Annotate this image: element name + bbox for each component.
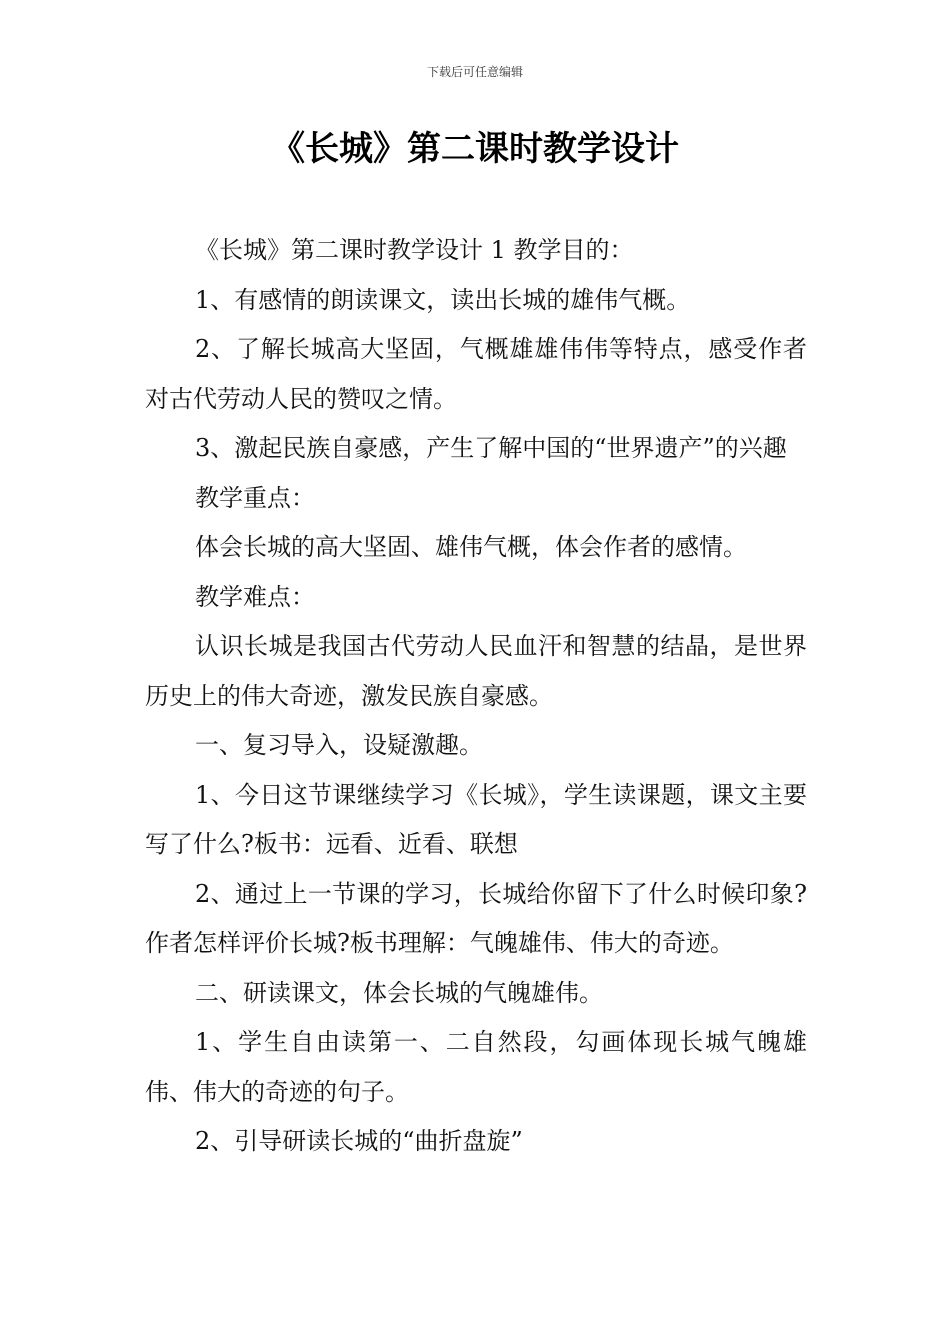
paragraph-section-1-item-2: 2、通过上一节课的学习，长城给你留下了什么时候印象?作者怎样评价长城?板书理解：气魄雄伟、伟大的奇迹。 [145, 879, 807, 957]
paragraph-section-1-item-1: 1、今日这节课继续学习《长城》，学生读课题，课文主要写了什么?板书：远看、近看、联想 [145, 780, 807, 858]
paragraph-section-2-item-1: 1、学生自由读第一、二自然段，勾画体现长城气魄雄伟、伟大的奇迹的句子。 [145, 1028, 807, 1106]
paragraph-section-2-heading: 二、研读课文，体会长城的气魄雄伟。 [195, 978, 603, 1007]
paragraph-objective-2: 2、了解长城高大坚固，气概雄雄伟伟等特点，感受作者对古代劳动人民的赞叹之情。 [145, 335, 807, 413]
paragraph-key-points: 体会长城的高大坚固、雄伟气概，体会作者的感情。 [195, 533, 747, 561]
header-note: 下载后可任意编辑 [426, 65, 523, 79]
paragraph-section-2-item-2: 2、引导研读长城的“曲折盘旋” [195, 1127, 523, 1155]
paragraph-difficulties: 认识长城是我国古代劳动人民血汗和智慧的结晶，是世界历史上的伟大奇迹，激发民族自豪感。 [145, 632, 807, 710]
paragraph-difficulties-heading: 教学难点： [195, 582, 315, 611]
paragraph-objectives-heading: 《长城》第二课时教学设计 1 教学目的： [195, 236, 634, 264]
document-title: 《长城》第二课时教学设计 [271, 129, 679, 169]
paragraph-objective-1: 1、有感情的朗读课文，读出长城的雄伟气概。 [195, 285, 691, 314]
paragraph-section-1-heading: 一、复习导入，设疑激趣。 [195, 731, 483, 759]
paragraph-objective-3: 3、激起民族自豪感，产生了解中国的“世界遗产”的兴趣 [195, 434, 787, 462]
paragraph-key-points-heading: 教学重点： [195, 483, 315, 512]
document-body [145, 226, 807, 1167]
